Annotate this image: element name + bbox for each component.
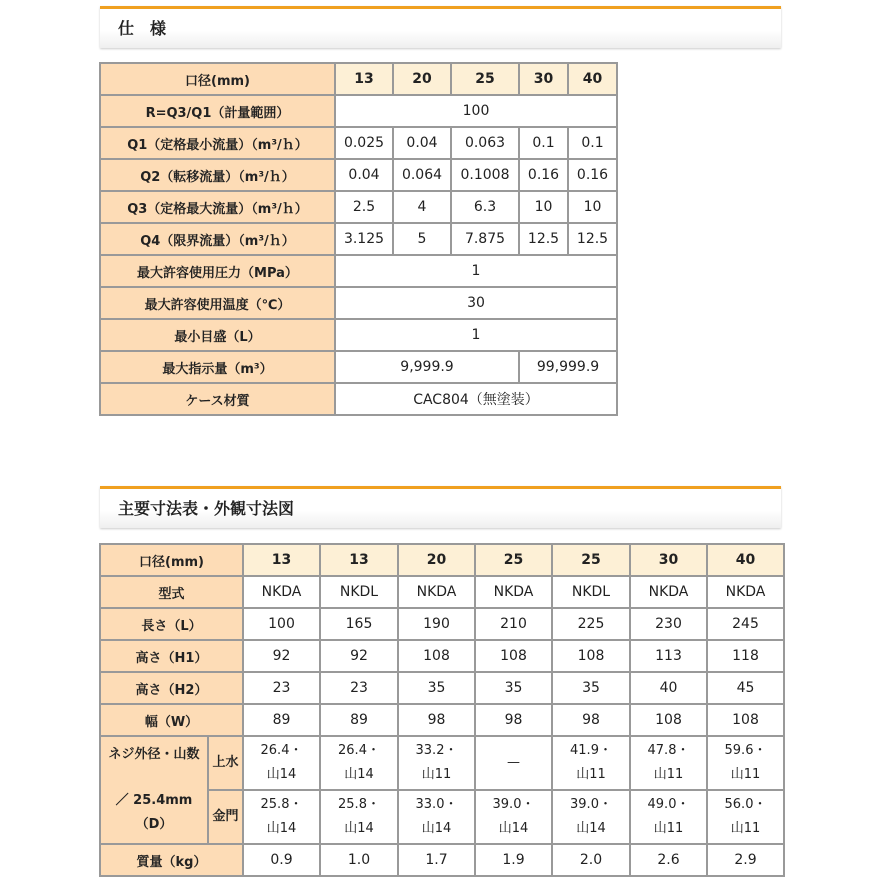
spec-row-label: Q2（転移流量）（m³/ｈ） [100, 159, 335, 191]
thread-cell [243, 790, 320, 844]
spec-table [99, 62, 618, 416]
thread-pitch: 山11 [653, 821, 684, 836]
spec-header-row [100, 63, 617, 95]
dims-cell: 2.9 [707, 844, 784, 876]
thread-diameter: 56.0・ [724, 797, 767, 812]
spec-cell: 0.04 [335, 159, 393, 191]
spec-row [100, 127, 617, 159]
spec-cell: 100 [335, 95, 617, 127]
thread-cell [707, 736, 784, 790]
dims-cell: 230 [630, 608, 707, 640]
spec-size: 25 [451, 63, 519, 95]
spec-cell: 30 [335, 287, 617, 319]
thread-label-line2: ／ 25.4mm（D） [115, 793, 193, 832]
dims-cell: 98 [398, 704, 475, 736]
thread-cell [320, 790, 398, 844]
spec-cell: 12.5 [519, 223, 568, 255]
spec-cell: 0.1008 [451, 159, 519, 191]
spec-row-label: 最大許容使用圧力（MPa） [100, 255, 335, 287]
spec-cell: 9,999.9 [335, 351, 519, 383]
spec-cell: 10 [568, 191, 617, 223]
dims-table [99, 543, 785, 877]
dims-cell: 210 [475, 608, 552, 640]
thread-label-line1: ネジ外径・山数 [108, 747, 200, 762]
thread-lower-label: 金門 [208, 790, 243, 844]
spec-cell: 0.1 [519, 127, 568, 159]
spec-cell: 4 [393, 191, 451, 223]
spec-cell: 10 [519, 191, 568, 223]
thread-cell [475, 736, 552, 790]
spec-row [100, 95, 617, 127]
spec-cell: 0.064 [393, 159, 451, 191]
thread-diameter: 26.4・ [338, 743, 380, 758]
dims-cell: 1.9 [475, 844, 552, 876]
dims-cell: 89 [243, 704, 320, 736]
thread-diameter: 59.6・ [724, 743, 767, 758]
spec-row [100, 319, 617, 351]
thread-cell [630, 736, 707, 790]
spec-row [100, 287, 617, 319]
dims-row-mass [100, 844, 784, 876]
dims-cell: 2.6 [630, 844, 707, 876]
dims-row-model [100, 576, 784, 608]
dims-cell: 1.0 [320, 844, 398, 876]
thread-cell [398, 790, 475, 844]
spec-cell: 0.063 [451, 127, 519, 159]
dims-row-label: 質量（kg） [100, 844, 243, 876]
thread-pitch: 山11 [730, 821, 761, 836]
thread-diameter: 47.8・ [647, 743, 690, 758]
dims-cell: 35 [552, 672, 630, 704]
thread-diameter: 26.4・ [260, 743, 303, 758]
dims-row-label: 長さ（L） [100, 608, 243, 640]
dims-cell: 245 [707, 608, 784, 640]
thread-diameter: 39.0・ [570, 797, 612, 812]
dims-cell: 92 [243, 640, 320, 672]
thread-cell [475, 790, 552, 844]
spec-header-label: 口径(mm) [100, 63, 335, 95]
thread-diameter: 25.8・ [260, 797, 303, 812]
dims-cell: 45 [707, 672, 784, 704]
spec-row [100, 159, 617, 191]
dims-header-label: 口径(mm) [100, 544, 243, 576]
thread-pitch: 山11 [730, 767, 761, 782]
spec-cell: 99,999.9 [519, 351, 617, 383]
spec-cell: 7.875 [451, 223, 519, 255]
thread-diameter: 33.2・ [415, 743, 458, 758]
spec-row [100, 351, 617, 383]
spec-row-label: ケース材質 [100, 383, 335, 415]
thread-pitch: 山14 [498, 821, 529, 836]
spec-row-label: 最大許容使用温度（℃） [100, 287, 335, 319]
dims-heading: 主要寸法表・外観寸法図 [100, 486, 781, 528]
dims-cell: 35 [398, 672, 475, 704]
dims-size: 25 [552, 544, 630, 576]
spec-row-label: Q1（定格最小流量）（m³/ｈ） [100, 127, 335, 159]
spec-cell: CAC804（無塗装） [335, 383, 617, 415]
thread-diameter: 25.8・ [338, 797, 380, 812]
dims-cell: 1.7 [398, 844, 475, 876]
thread-cell [630, 790, 707, 844]
spec-cell: 0.1 [568, 127, 617, 159]
dims-cell: 92 [320, 640, 398, 672]
spec-cell: 0.16 [519, 159, 568, 191]
spec-size: 20 [393, 63, 451, 95]
dims-row-label: 幅（W） [100, 704, 243, 736]
spec-size: 30 [519, 63, 568, 95]
thread-pitch: 山14 [344, 821, 374, 836]
dims-cell: 190 [398, 608, 475, 640]
spec-row [100, 383, 617, 415]
dims-cell: 23 [243, 672, 320, 704]
dims-header-row [100, 544, 784, 576]
thread-pitch: 山14 [421, 821, 452, 836]
spec-cell: 1 [335, 319, 617, 351]
thread-diameter: 49.0・ [647, 797, 690, 812]
spec-cell: 3.125 [335, 223, 393, 255]
thread-label [100, 736, 208, 844]
dims-cell: 165 [320, 608, 398, 640]
dims-cell: NKDA [398, 576, 475, 608]
dims-row-h1 [100, 640, 784, 672]
thread-cell [552, 736, 630, 790]
dims-cell: NKDL [552, 576, 630, 608]
thread-cell [243, 736, 320, 790]
dims-cell: 118 [707, 640, 784, 672]
dims-cell: 98 [475, 704, 552, 736]
spec-cell: 1 [335, 255, 617, 287]
thread-pitch: 山11 [653, 767, 684, 782]
spec-row-label: 最小目盛（L） [100, 319, 335, 351]
thread-cell [707, 790, 784, 844]
spec-row-label: Q4（限界流量）（m³/ｈ） [100, 223, 335, 255]
thread-cell [320, 736, 398, 790]
spec-cell: 0.16 [568, 159, 617, 191]
dims-cell: 108 [630, 704, 707, 736]
thread-pitch: 山14 [266, 821, 297, 836]
thread-cell [552, 790, 630, 844]
spec-size: 13 [335, 63, 393, 95]
dims-cell: 108 [552, 640, 630, 672]
dims-row-width [100, 704, 784, 736]
thread-cell [398, 736, 475, 790]
thread-upper-label: 上水 [208, 736, 243, 790]
thread-pitch: 山11 [421, 767, 452, 782]
dims-cell: 100 [243, 608, 320, 640]
dims-size: 40 [707, 544, 784, 576]
spec-cell: 0.04 [393, 127, 451, 159]
dims-cell: 23 [320, 672, 398, 704]
thread-pitch: 山14 [266, 767, 297, 782]
dims-cell: 225 [552, 608, 630, 640]
thread-diameter: 39.0・ [492, 797, 535, 812]
dims-cell: NKDL [320, 576, 398, 608]
dims-size: 13 [320, 544, 398, 576]
dims-size: 25 [475, 544, 552, 576]
dims-size: 30 [630, 544, 707, 576]
dims-row-label: 高さ（H2） [100, 672, 243, 704]
thread-pitch: 山11 [576, 767, 606, 782]
dims-cell: 98 [552, 704, 630, 736]
spec-cell: 12.5 [568, 223, 617, 255]
dims-size: 13 [243, 544, 320, 576]
spec-row [100, 255, 617, 287]
dims-cell: 108 [707, 704, 784, 736]
dims-row-thread-upper [100, 736, 784, 790]
thread-diameter: 33.0・ [415, 797, 458, 812]
thread-pitch: 山14 [344, 767, 374, 782]
thread-pitch: 山14 [576, 821, 606, 836]
spec-cell: 5 [393, 223, 451, 255]
dims-cell: NKDA [475, 576, 552, 608]
spec-cell: 2.5 [335, 191, 393, 223]
dims-cell: 108 [475, 640, 552, 672]
dims-cell: NKDA [243, 576, 320, 608]
dims-cell: NKDA [707, 576, 784, 608]
spec-row [100, 223, 617, 255]
thread-diameter: — [507, 755, 520, 770]
dims-row-label: 型式 [100, 576, 243, 608]
dims-cell: 89 [320, 704, 398, 736]
spec-row-label: Q3（定格最大流量）（m³/ｈ） [100, 191, 335, 223]
dims-cell: NKDA [630, 576, 707, 608]
dims-cell: 35 [475, 672, 552, 704]
spec-row-label: R=Q3/Q1（計量範囲） [100, 95, 335, 127]
spec-row [100, 191, 617, 223]
spec-row-label: 最大指示量（m³） [100, 351, 335, 383]
dims-cell: 108 [398, 640, 475, 672]
dims-cell: 2.0 [552, 844, 630, 876]
spec-cell: 0.025 [335, 127, 393, 159]
spec-size: 40 [568, 63, 617, 95]
dims-row-h2 [100, 672, 784, 704]
dims-cell: 0.9 [243, 844, 320, 876]
dims-cell: 113 [630, 640, 707, 672]
spec-heading: 仕 様 [100, 6, 781, 48]
thread-diameter: 41.9・ [570, 743, 612, 758]
dims-size: 20 [398, 544, 475, 576]
dims-cell: 40 [630, 672, 707, 704]
dims-row-label: 高さ（H1） [100, 640, 243, 672]
spec-cell: 6.3 [451, 191, 519, 223]
dims-row-length [100, 608, 784, 640]
